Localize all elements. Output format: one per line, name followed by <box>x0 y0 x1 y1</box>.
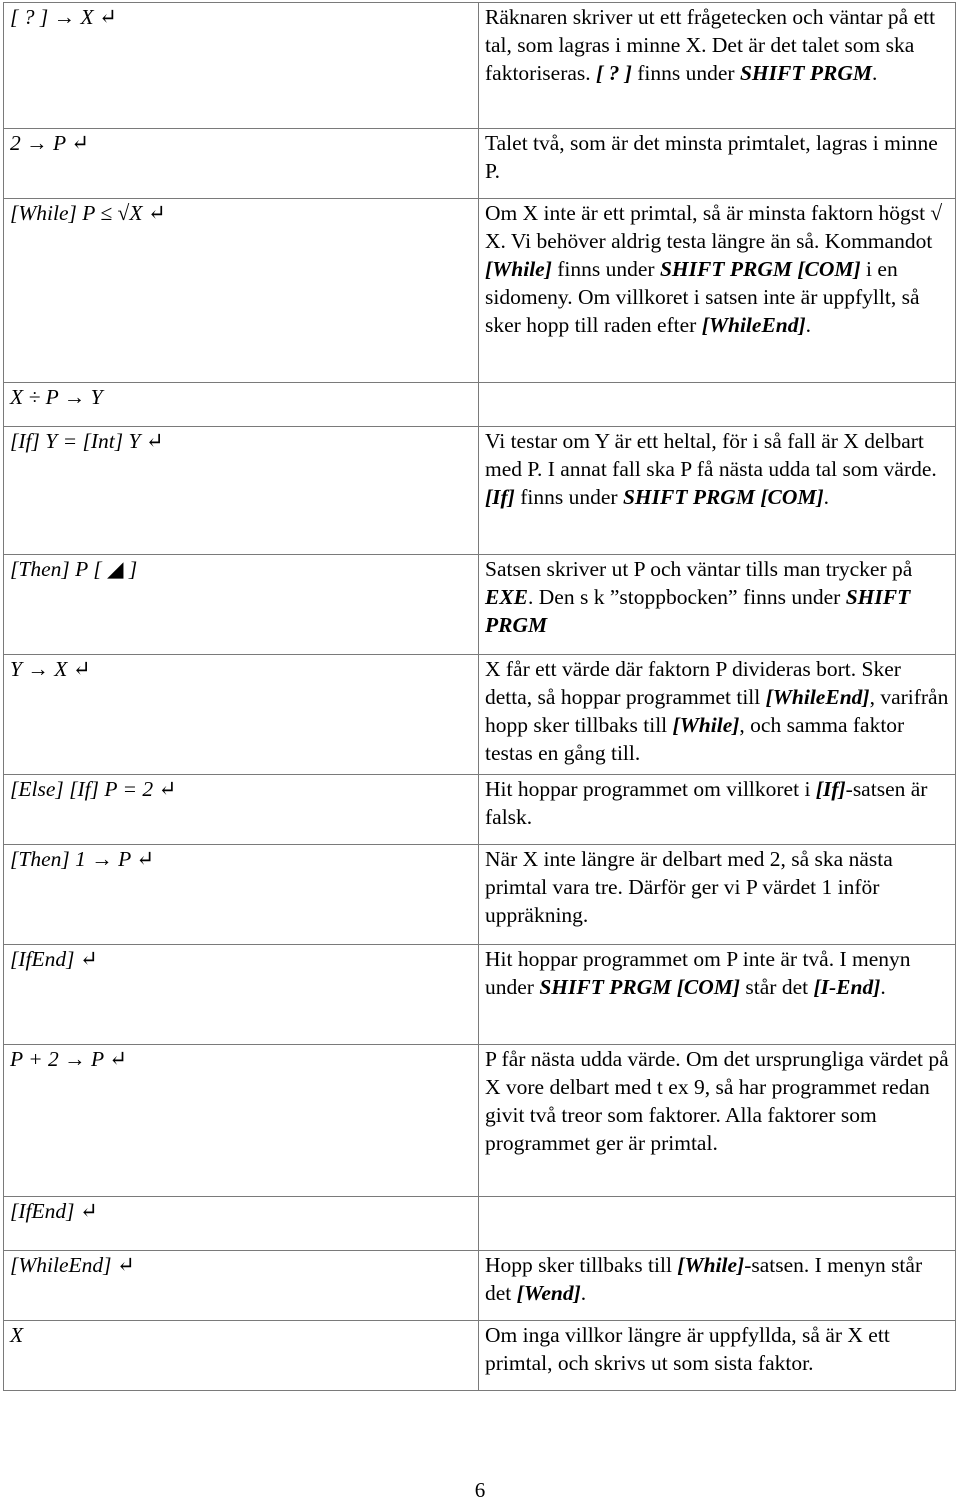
program-row <box>4 427 956 555</box>
description-cell <box>479 383 956 427</box>
code-cell: [IfEnd] ↵ <box>4 945 479 1045</box>
description-cell <box>479 199 956 383</box>
description-cell <box>479 1321 956 1391</box>
program-row <box>4 3 956 129</box>
command-reference: [While] <box>677 1253 745 1277</box>
description-cell <box>479 845 956 945</box>
code-cell: Y → X ↵ <box>4 655 479 775</box>
description-text: . <box>580 1281 587 1305</box>
description-text: Hopp sker tillbaks till <box>485 1253 678 1277</box>
description-text: Hit hoppar programmet om villkoret i <box>485 777 816 801</box>
command-reference: [WhileEnd] <box>701 313 806 337</box>
description-text: . <box>880 975 886 999</box>
program-row <box>4 1197 956 1251</box>
description-text: Vi testar om Y är ett heltal, för i så fall är X delbart med P. I annat fall ska P få nästa udda tal som värde. <box>485 429 937 481</box>
program-row <box>4 655 956 775</box>
description-text: finns under <box>514 485 623 509</box>
code-cell: P + 2 → P ↵ <box>4 1045 479 1197</box>
description-text: -satsen är falsk. <box>485 777 928 829</box>
command-reference: SHIFT PRGM [COM] <box>659 257 861 281</box>
description-text: -satsen. I menyn står det <box>485 1253 923 1305</box>
program-row <box>4 945 956 1045</box>
program-row <box>4 1045 956 1197</box>
code-cell: [IfEnd] ↵ <box>4 1197 479 1251</box>
description-text: Om inga villkor längre är uppfyllda, så är X ett primtal, och skrivs ut som sista faktor. <box>485 1323 890 1375</box>
description-cell <box>479 1197 956 1251</box>
command-reference: [While] <box>672 713 740 737</box>
description-text: . <box>871 61 878 85</box>
description-cell <box>479 427 956 555</box>
code-cell: [Then] P [ ◢ ] <box>4 555 479 655</box>
description-text: Räknaren skriver ut ett frågetecken och väntar på ett tal, som lagras i minne X. Det är det talet som ska faktoriseras. <box>485 5 936 85</box>
description-text: Satsen skriver ut P och väntar tills man trycker på <box>485 557 913 581</box>
description-text: X får ett värde där faktorn P divideras bort. Sker detta, så hoppar programmet till <box>485 657 901 709</box>
description-cell <box>479 655 956 775</box>
page-number: 6 <box>474 1478 486 1502</box>
description-cell <box>479 3 956 129</box>
code-cell: [If] Y = [Int] Y ↵ <box>4 427 479 555</box>
command-reference: [I-End] <box>813 975 881 999</box>
description-cell <box>479 129 956 199</box>
description-text: Talet två, som är det minsta primtalet, lagras i minne P. <box>485 131 938 183</box>
command-reference: [While] <box>485 257 552 281</box>
code-cell: [Then] 1 → P ↵ <box>4 845 479 945</box>
code-cell: 2 → P ↵ <box>4 129 479 199</box>
program-row <box>4 1251 956 1321</box>
command-reference: SHIFT PRGM [COM] <box>539 975 741 999</box>
description-text: i en sidomeny. Om villkoret i satsen inte är uppfyllt, så sker hopp till raden efter <box>485 257 920 337</box>
code-cell: [While] P ≤ √X ↵ <box>4 199 479 383</box>
description-text: . <box>805 313 812 337</box>
description-cell <box>479 945 956 1045</box>
program-row <box>4 383 956 427</box>
description-text: står det <box>740 975 814 999</box>
command-reference: [If] <box>485 485 515 509</box>
description-text: . Den s k ”stoppbocken” finns under <box>528 585 846 609</box>
description-text: Om X inte är ett primtal, så är minsta faktorn högst √ X. Vi behöver aldrig testa längre än så. Kommandot <box>485 201 943 253</box>
description-text: , varifrån hopp sker tillbaks till <box>485 685 949 737</box>
program-table-body <box>4 3 956 1391</box>
code-cell: X <box>4 1321 479 1391</box>
description-text: När X inte längre är delbart med 2, så ska nästa primtal vara tre. Därför ger vi P värdet 1 inför uppräkning. <box>485 847 893 927</box>
description-text: P får nästa udda värde. Om det ursprungliga värdet på X vore delbart med t ex 9, så har programmet redan givit två treor som faktorer. Alla faktorer som programmet ger är primtal. <box>485 1047 949 1155</box>
program-row <box>4 555 956 655</box>
description-cell <box>479 1045 956 1197</box>
description-cell <box>479 1251 956 1321</box>
command-reference: [If] <box>815 777 846 801</box>
program-row <box>4 199 956 383</box>
description-text: . <box>823 485 830 509</box>
code-cell: X ÷ P → Y <box>4 383 479 427</box>
command-reference: SHIFT PRGM <box>485 585 911 637</box>
command-reference: SHIFT PRGM <box>739 61 872 85</box>
command-reference: SHIFT PRGM [COM] <box>622 485 824 509</box>
description-cell <box>479 775 956 845</box>
program-row <box>4 845 956 945</box>
code-cell: [ ? ] → X ↵ <box>4 3 479 129</box>
description-text: , och samma faktor testas en gång till. <box>485 713 905 765</box>
command-reference: [Wend] <box>516 1281 581 1305</box>
code-cell: [Else] [If] P = 2 ↵ <box>4 775 479 845</box>
description-cell <box>479 555 956 655</box>
code-cell: [WhileEnd] ↵ <box>4 1251 479 1321</box>
description-text: finns under <box>551 257 660 281</box>
description-text: finns under <box>631 61 740 85</box>
command-reference: EXE <box>485 585 529 609</box>
description-text: Hit hoppar programmet om P inte är två. I menyn under <box>485 947 911 999</box>
program-row <box>4 129 956 199</box>
command-reference: [WhileEnd] <box>765 685 870 709</box>
program-table <box>3 2 956 1391</box>
program-row <box>4 1321 956 1391</box>
program-row <box>4 775 956 845</box>
command-reference: [ ? ] <box>596 61 632 85</box>
